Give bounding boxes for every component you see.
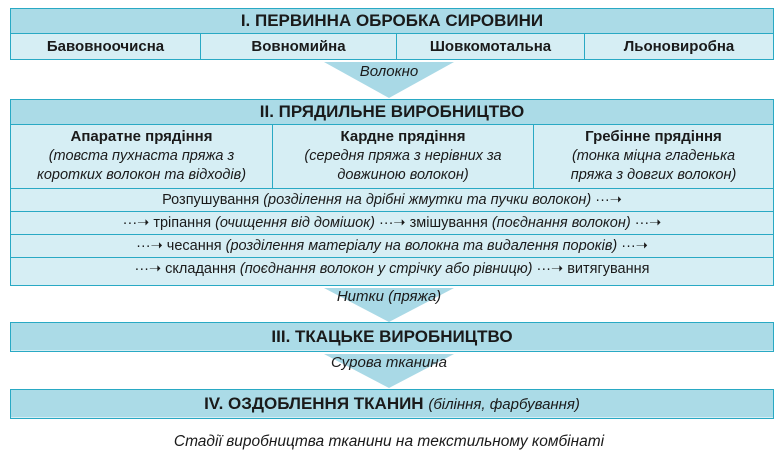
primary-item-cotton: Бавовноочисна <box>11 34 201 59</box>
stage-3-box <box>10 322 774 352</box>
primary-item-silk: Шовкомотальна <box>397 34 585 59</box>
process-line-2 <box>11 211 773 234</box>
method-desc: коротких волокон та відходів) <box>36 167 247 183</box>
method-combed <box>534 125 773 188</box>
step-blending: змішування <box>409 215 488 231</box>
method-carded <box>273 125 534 188</box>
primary-item-wool: Вовномийна <box>201 34 397 59</box>
process-line-4 <box>11 257 773 280</box>
method-desc: (середня пряжа з нерівних за <box>304 148 502 164</box>
step-desc: (очищення від домішок) <box>215 215 375 231</box>
process-line-1 <box>11 188 773 211</box>
method-desc: пряжа з довгих волокон) <box>570 167 737 183</box>
dotted-arrow-icon: ···➝ <box>536 261 564 277</box>
method-name: Апаратне прядіння <box>70 128 213 145</box>
stage-4-header <box>11 390 773 417</box>
connector-fiber: Волокно <box>359 63 419 80</box>
step-carding: чесання <box>166 238 222 254</box>
method-desc: (товста пухнаста пряжа з <box>48 148 235 164</box>
stage-3-title: III. ТКАЦЬКЕ ВИРОБНИЦТВО <box>11 323 773 350</box>
dotted-arrow-icon: ···➝ <box>134 261 162 277</box>
stage-2-title: II. ПРЯДИЛЬНЕ ВИРОБНИЦТВО <box>11 100 773 124</box>
method-desc: довжиною волокон) <box>337 167 469 183</box>
dotted-arrow-icon: ···➝ <box>378 215 406 231</box>
dotted-arrow-icon: ···➝ <box>621 238 648 254</box>
primary-item-flax: Льоновиробна <box>623 38 735 55</box>
stage-1-box <box>10 8 774 60</box>
dotted-arrow-icon: ···➝ <box>122 215 150 231</box>
method-carded-woolen <box>11 125 273 188</box>
step-desc: (поєднання волокон у стрічку або рівницю) <box>239 261 533 277</box>
step-desc: (поєднання волокон) <box>491 215 631 231</box>
step-desc: (розділення на дрібні жмутки та пучки волокон) <box>263 192 592 208</box>
step-scutching: тріпання <box>153 215 212 231</box>
connector-greige-fabric: Сурова тканина <box>331 354 447 371</box>
process-line-3 <box>11 234 773 257</box>
stage-4-title: IV. ОЗДОБЛЕННЯ ТКАНИН <box>204 394 424 413</box>
step-doubling: складання <box>165 261 236 277</box>
stage-4-note: (біління, фарбування) <box>428 396 580 413</box>
step-drafting: витягування <box>567 261 650 277</box>
method-name: Кардне прядіння <box>340 128 466 145</box>
dotted-arrow-icon: ···➝ <box>136 238 163 254</box>
stage-1-title: I. ПЕРВИННА ОБРОБКА СИРОВИНИ <box>11 9 773 33</box>
figure-caption: Стадії виробництва тканини на текстильному комбінаті <box>173 433 605 450</box>
connector-yarn: Нитки (пряжа) <box>336 288 442 305</box>
stage-2-box <box>10 99 774 286</box>
step-desc: (розділення матеріалу на волокна та видалення пороків) <box>225 238 618 254</box>
step-loosening: Розпушування <box>162 192 260 208</box>
method-desc: (тонка міцна гладенька <box>571 148 736 164</box>
dotted-arrow-icon: ···➝ <box>595 192 622 208</box>
stage-4-box <box>10 389 774 419</box>
dotted-arrow-icon: ···➝ <box>634 215 662 231</box>
method-name: Гребінне прядіння <box>585 128 722 145</box>
